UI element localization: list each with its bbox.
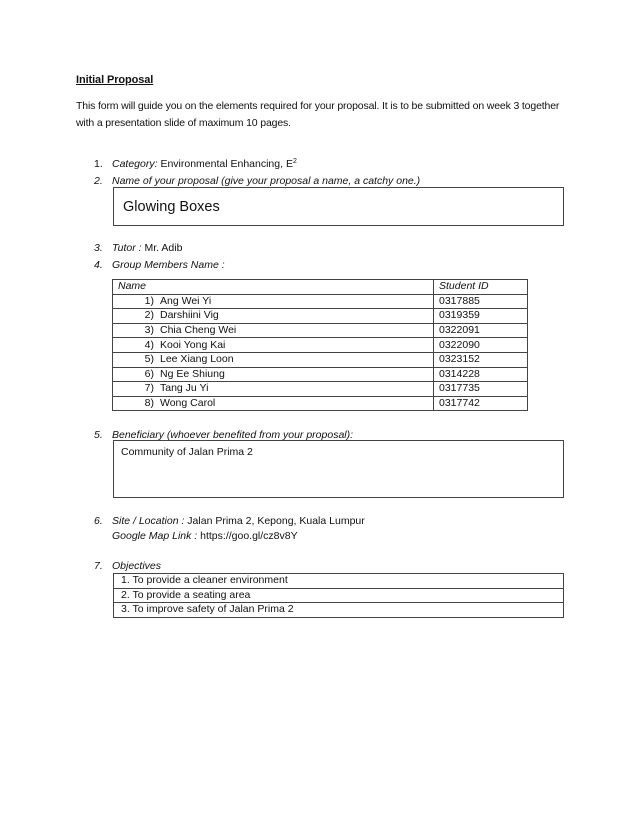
member-name: Chia Cheng Wei <box>160 324 237 337</box>
question-text <box>112 241 182 255</box>
page-title: Initial Proposal <box>76 74 154 86</box>
tutor-value: Mr. Adib <box>141 242 183 254</box>
student-id-cell: 0319359 <box>434 309 528 324</box>
table-row <box>113 382 528 397</box>
member-name: Ang Wei Yi <box>160 294 212 307</box>
row-index: 7) <box>144 382 154 395</box>
objective-item: 2. To provide a seating area <box>114 588 564 603</box>
student-id-cell: 0317885 <box>434 294 528 309</box>
row-index: 5) <box>144 353 154 366</box>
question-tutor <box>94 241 554 255</box>
member-name-cell <box>113 294 434 309</box>
student-id-cell: 0322090 <box>434 338 528 353</box>
student-id-cell: 0322091 <box>434 323 528 338</box>
beneficiary-box <box>113 440 564 498</box>
table-row <box>113 309 528 324</box>
question-number: 5. <box>94 429 103 441</box>
row-index: 2) <box>144 309 154 322</box>
member-name-cell <box>113 309 434 324</box>
table-row <box>114 588 564 603</box>
row-index: 4) <box>144 338 154 351</box>
question-text <box>112 157 297 171</box>
question-site-location <box>94 514 554 528</box>
member-name: Lee Xiang Loon <box>160 353 234 366</box>
question-number: 3. <box>94 242 103 254</box>
question-label: Objectives <box>112 560 162 572</box>
question-number: 2. <box>94 175 103 187</box>
row-index: 8) <box>144 397 154 410</box>
member-name: Kooi Yong Kai <box>160 338 226 351</box>
table-row <box>113 396 528 411</box>
member-name: Wong Carol <box>160 397 216 410</box>
question-label: Site / Location : <box>112 515 185 527</box>
map-link-value[interactable]: https://goo.gl/cz8v8Y <box>197 530 298 542</box>
table-row <box>113 323 528 338</box>
member-name: Ng Ee Shiung <box>160 367 225 380</box>
row-index: 1) <box>144 294 154 307</box>
member-name-cell <box>113 382 434 397</box>
objective-item: 1. To provide a cleaner environment <box>114 574 564 589</box>
member-name-cell <box>113 323 434 338</box>
member-name-cell <box>113 352 434 367</box>
member-name-cell <box>113 338 434 353</box>
question-label: Group Members Name : <box>112 259 225 271</box>
column-header-student-id: Student ID <box>434 280 528 295</box>
proposal-name-box <box>113 187 564 226</box>
question-label: Beneficiary (whoever benefited from your proposal): <box>112 429 354 441</box>
question-text <box>112 514 365 528</box>
question-label: Tutor : <box>112 242 142 254</box>
google-map-line <box>112 529 552 543</box>
location-value: Jalan Prima 2, Kepong, Kuala Lumpur <box>184 515 365 527</box>
group-members-table <box>112 279 528 411</box>
category-superscript: 2 <box>292 158 297 165</box>
question-number: 7. <box>94 560 103 572</box>
table-header-row <box>113 280 528 295</box>
table-row <box>113 367 528 382</box>
objective-item: 3. To improve safety of Jalan Prima 2 <box>114 603 564 618</box>
objectives-table <box>113 573 564 618</box>
student-id-cell: 0323152 <box>434 352 528 367</box>
student-id-cell: 0317742 <box>434 396 528 411</box>
column-header-name: Name <box>113 280 434 295</box>
category-value: Environmental Enhancing, E <box>157 158 293 170</box>
member-name-cell <box>113 367 434 382</box>
proposal-name-answer: Glowing Boxes <box>123 199 220 215</box>
question-number: 4. <box>94 259 103 271</box>
student-id-cell: 0314228 <box>434 367 528 382</box>
question-number: 1. <box>94 158 103 170</box>
beneficiary-answer: Community of Jalan Prima 2 <box>121 446 253 458</box>
row-index: 3) <box>144 324 154 337</box>
question-number: 6. <box>94 515 103 527</box>
table-row <box>113 352 528 367</box>
question-label: Category: <box>112 158 158 170</box>
map-link-label: Google Map Link : <box>112 530 198 542</box>
intro-paragraph: This form will guide you on the elements required for your proposal. It is to be submitted on week 3 together with a presentation slide of maximum 10 pages. <box>76 100 560 129</box>
table-row <box>113 294 528 309</box>
question-group-members <box>94 258 554 272</box>
member-name-cell <box>113 396 434 411</box>
member-name: Tang Ju Yi <box>160 382 209 395</box>
table-row <box>114 603 564 618</box>
question-objectives <box>94 559 554 573</box>
question-proposal-name <box>94 174 554 188</box>
table-row <box>114 574 564 589</box>
student-id-cell: 0317735 <box>434 382 528 397</box>
question-label: Name of your proposal (give your proposal a name, a catchy one.) <box>112 175 421 187</box>
question-category <box>94 157 554 171</box>
row-index: 6) <box>144 367 154 380</box>
table-row <box>113 338 528 353</box>
member-name: Darshiini Vig <box>160 309 219 322</box>
